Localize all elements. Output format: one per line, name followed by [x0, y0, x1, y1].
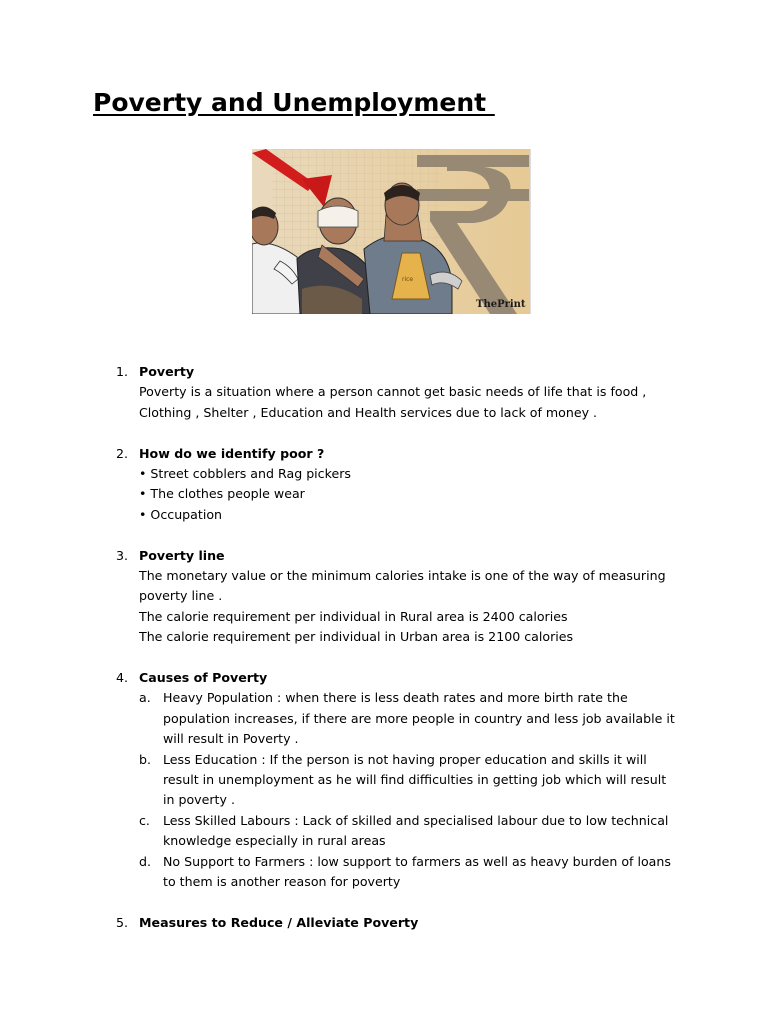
- item-letter: d.: [139, 853, 151, 869]
- section-measures: [116, 913, 676, 933]
- paragraph-line: The calorie requirement per individual in Urban area is 2100 calories: [139, 629, 574, 645]
- document-body: [116, 362, 676, 954]
- item-line: knowledge especially in rural areas: [163, 833, 386, 849]
- paragraph-line: poverty line .: [139, 588, 223, 604]
- section-number: 2.: [116, 445, 129, 461]
- cause-item: [139, 811, 676, 852]
- image-credit: ThePrint: [476, 299, 526, 310]
- item-line: Heavy Population : when there is less death rates and more birth rate the: [163, 690, 628, 706]
- paragraph-line: The monetary value or the minimum calories intake is one of the way of measuring: [139, 568, 666, 584]
- section-title: Causes of Poverty: [139, 670, 268, 686]
- section-title: Poverty: [139, 364, 195, 379]
- poverty-illustration: [252, 149, 531, 314]
- section-number: 3.: [116, 547, 129, 563]
- item-line: will result in Poverty .: [163, 731, 299, 747]
- item-letter: b.: [139, 751, 151, 767]
- section-causes: [116, 668, 676, 892]
- section-number: 4.: [116, 670, 129, 686]
- section-title: Poverty line: [139, 547, 225, 563]
- paragraph-line: Poverty is a situation where a person cannot get basic needs of life that is food ,: [139, 384, 647, 400]
- item-letter: c.: [139, 812, 150, 828]
- cause-item: [139, 688, 676, 749]
- item-line: Less Skilled Labours : Lack of skilled and specialised labour due to low technical: [163, 812, 669, 828]
- section-poverty-line: [116, 546, 676, 648]
- bag-label: rice: [402, 276, 414, 283]
- bullet-item: • Street cobblers and Rag pickers: [139, 466, 351, 482]
- section-number: 1.: [116, 364, 129, 379]
- section-poverty: [116, 362, 676, 423]
- paragraph-line: Clothing , Shelter , Education and Health services due to lack of money .: [139, 404, 598, 420]
- section-number: 5.: [116, 914, 129, 930]
- paragraph-line: The calorie requirement per individual in Rural area is 2400 calories: [139, 608, 568, 624]
- cause-item: [139, 750, 676, 811]
- cause-item: [139, 852, 676, 893]
- bullet-item: • Occupation: [139, 506, 223, 522]
- item-line: result in unemployment as he will find difficulties in getting job which will result: [163, 772, 667, 788]
- section-title: Measures to Reduce / Alleviate Poverty: [139, 914, 419, 930]
- item-letter: a.: [139, 690, 151, 706]
- section-identify-poor: [116, 444, 676, 526]
- item-line: in poverty .: [163, 792, 235, 808]
- page-title: Poverty and Unemployment: [93, 88, 495, 117]
- item-line: Less Education : If the person is not having proper education and skills it will: [163, 751, 647, 767]
- item-line: to them is another reason for poverty: [163, 874, 401, 890]
- section-title: How do we identify poor ?: [139, 445, 325, 461]
- bullet-item: • The clothes people wear: [139, 486, 305, 502]
- item-line: population increases, if there are more people in country and less job available it: [163, 710, 675, 726]
- item-line: No Support to Farmers : low support to farmers as well as heavy burden of loans: [163, 853, 671, 869]
